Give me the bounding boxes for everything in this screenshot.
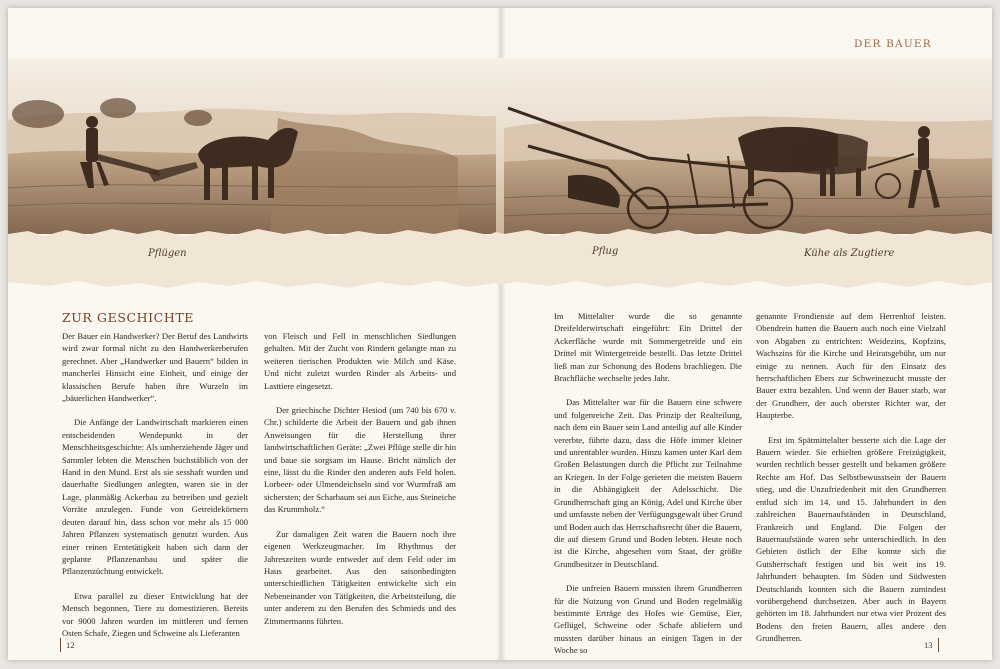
paragraph: Die unfreien Bauern mussten ihrem Grundherren für die Nutzung von Grund und Boden regelmäßig bestimmte Erträge des Hofes wie Gemüse, Eier, Geflügel, Schweine oder Schafe abliefern und mussten darüber hinaus an einigen Tagen in der Woche so: [554, 583, 742, 656]
paragraph: Erst im Spätmittelalter besserte sich die Lage der Bauern wieder. Sie erhielten größere Freizügigkeit, wurden rechtlich besser gestellt und bekamen größere Rechte am Hof. Das Selbstbewusstsein der Bauern stieg, und die Unzufriedenheit mit den Grundherren entlud sich im 14. und 15. Jahrhundert in den zahlreichen Bauernaufständen in Deutschland, Frankreich und England. Die Folgen der Bauernaufstände waren sehr unterschiedlich. In den Gebieten östlich der Elbe konnte sich die Gutsherrschaft festigen und bis weit ins 19. Jahrhundert behaupten. Im Süden und Südwesten Deutschlands konnten sich die Bauern zumindest vorübergehend durchsetzen. Aber auch in Bayern gehörten im 18. Jahrhundert nur etwa vier Prozent des Bodens den freien Bauern, alles andere den Grundherren.: [756, 434, 946, 644]
paragraph: Die Anfänge der Landwirtschaft markieren einen entscheidenden Wendepunkt in der Menschheitsgeschichte: Als umherziehende Jäger und Sammler lebten die Menschen buchstäblich von der Hand in den Mund. Erst als sie sesshaft wurden und dauerhafte Siedlungen anlegten, waren sie in der Lage, planmäßig Ackerbau zu betreiben und gezielt Vorräte anzulegen. Funde von Getreidekörnern deuten darauf hin, dass schon vor mehr als 15 000 Jahren Pflanzen systematisch genutzt wurden. Aus einer reinen Erntetätigkeit haben sich dann der geplante Pflanzenanbau und später die Pflanzenzüchtung entwickelt.: [62, 417, 248, 577]
paragraph: Zur damaligen Zeit waren die Bauern noch ihre eigenen Werkzeugmacher. Im Rhythmus der Jahreszeiten wurde entweder auf dem Feld oder im Haus gearbeitet. Aus den saisonbedingten unterschiedlichen Tätigkeiten entwickelte sich ein Nebeneinander von Tätigkeiten, die Arbeitsteilung, die unter anderem zu den Berufen des Schmieds und des Zimmermanns führten.: [264, 528, 456, 626]
folio-rule-right: [938, 638, 939, 652]
sepia-illustration: [8, 58, 992, 234]
paragraph: Im Mittelalter wurde die so genannte Dreifelderwirtschaft eingeführt: Ein Drittel der Ackerfläche wurde mit Sommergetreide und ein Drittel mit Wintergetreide bestellt. Das letzte Drittel ließ man zur Schonung des Bodens brachliegen. Die Brachfläche wechselte jedes Jahr.: [554, 311, 742, 384]
paragraph: Der griechische Dichter Hesiod (um 740 bis 670 v. Chr.) schilderte die Arbeit der Bauern und gab ihnen Anweisungen für die Herstellung ihrer landwirtschaftlichen Geräte: „Zwei Pflüge stelle dir hin und baue sie sorgsam im Hause. Bricht nämlich der eine, lässt du die Rinder den anderen aufs Feld holen. Lorbeer- oder Ulmendeichseln sind vor Wurmfraß am sichersten; der Scharbaum sei aus Eiche, aus Steineiche das Krummholz.“: [264, 405, 456, 515]
text-column-4: [756, 310, 946, 657]
page-number-right: 13: [924, 640, 933, 650]
text-column-3: [554, 310, 742, 669]
text-column-2: [264, 330, 456, 639]
folio-rule-left: [60, 638, 61, 652]
caption-kuehe: Kühe als Zugtiere: [804, 248, 895, 259]
text-column-1: [62, 330, 248, 651]
book-spread: [8, 8, 992, 660]
section-heading: ZUR GESCHICHTE: [62, 310, 195, 325]
paragraph: Etwa parallel zu dieser Entwicklung hat der Mensch begonnen, Tiere zu domestizieren. Bereits vor 9000 Jahren wurden im mittleren und fernen Osten Schafe, Ziegen und Schweine als Lieferanten: [62, 590, 248, 638]
paragraph: Das Mittelalter war für die Bauern eine schwere und folgenreiche Zeit. Das Prinzip der Realteilung, nach dem ein Bauer sein Land anteilig auf alle Kinder vererbte, führte dazu, dass die Höfe immer kleiner und unrentabler wurden. Hinzu kamen unter Karl dem Großen Belastungen durch die Pflicht zur Teilnahme an Kriegen. In der Folge gerieten die meisten Bauern in die Abhängigkeit der Adelsschicht. Die Grundherrschaft ging an König, Adel und Kirche über und umfasste neben der Verfügungsgewalt über Grund und Boden auch das Herrschaftsrecht über die Bauern, die auf diesem Grund und Boden lebten. Heute noch ist die Kirche, abgesehen vom Staat, der größte Grundbesitzer in Deutschland.: [554, 397, 742, 569]
caption-pflug: Pflug: [592, 246, 619, 257]
caption-pfluegen: Pflügen: [148, 248, 187, 259]
page-number-left: 12: [66, 640, 75, 650]
paragraph: genannte Frondienste auf dem Herrenhof leisten. Obendrein hatten die Bauern auch noch eine Vielzahl von Abgaben zu entrichten: Weidezins, Kopfzins, Wachszins für die Kirche und Heiratsgebühr, um nur einige zu nennen. Auch für den Einsatz des herrschaftlichen Ebers zur Schweinezucht musste der Bauer extra bezahlen. Und wenn der Bauer starb, war der Grundherr, der auch oberster Richter war, der Haupterbe.: [756, 311, 946, 421]
running-head: DER BAUER: [854, 38, 932, 50]
paragraph: Der Bauer ein Handwerker? Der Beruf des Landwirts wird zwar formal nicht zu den Handwerkerberufen gerechnet. Aber „Handwerker und Bauern“ bilden in mancherlei Hinsicht eine Einheit, und einige der klassischen Berufe haben ihre Wurzeln im „bäuerlichen Handwerker“.: [62, 331, 248, 404]
paragraph: von Fleisch und Fell in menschlichen Siedlungen gehalten. Mit der Zucht von Rindern gelangte man zu weiteren tierischen Produkten wie Milch und Käse. Und nicht zuletzt wurden Rinder als Arbeits- und Lasttiere eingesetzt.: [264, 331, 456, 391]
